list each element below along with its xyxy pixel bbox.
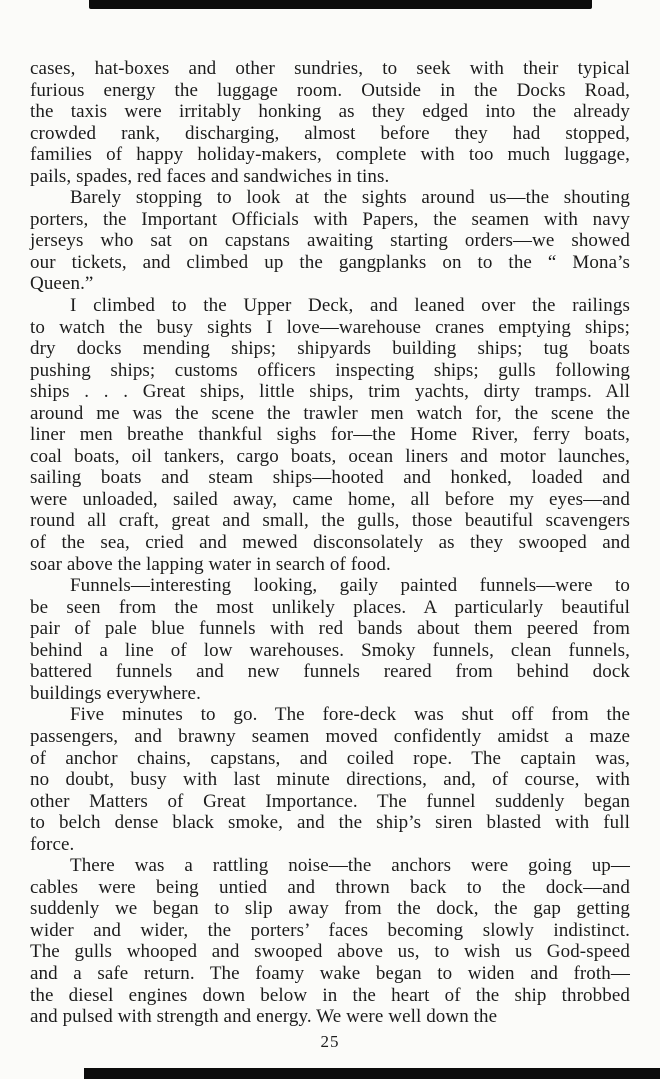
text-line: furious energy the luggage room. Outside in the Docks Road, — [30, 79, 630, 101]
scan-artifact-top-bar — [89, 0, 592, 9]
paragraph — [30, 187, 630, 295]
text-line: dry docks mending ships; shipyards building ships; tug boats — [30, 338, 630, 360]
text-line: soar above the lapping water in search of food. — [30, 553, 391, 575]
text-line: passengers, and brawny seamen moved confidently amidst a maze — [30, 725, 630, 747]
text-line: liner men breathe thankful sighs for—the Home River, ferry boats, — [30, 424, 630, 446]
text-line: I climbed to the Upper Deck, and leaned over the railings — [70, 295, 630, 317]
text-line: to watch the busy sights I love—warehouse cranes emptying ships; — [30, 316, 630, 338]
text-line: wider and wider, the porters’ faces becoming slowly indistinct. — [30, 919, 630, 941]
text-line: crowded rank, discharging, almost before they had stopped, — [30, 122, 630, 144]
paragraph — [30, 855, 630, 1027]
text-line: battered funnels and new funnels reared from behind dock — [30, 661, 630, 683]
text-line: jerseys who sat on capstans awaiting starting orders—we showed — [30, 230, 630, 252]
text-line: Five minutes to go. The fore-deck was shut off from the — [70, 704, 630, 726]
text-line: the diesel engines down below in the heart of the ship throbbed — [30, 984, 630, 1006]
text-line: our tickets, and climbed up the gangplanks on to the “ Mona’s — [30, 251, 630, 273]
text-line: There was a rattling noise—the anchors were going up— — [70, 855, 630, 877]
text-line: of the sea, cried and mewed disconsolately as they swooped and — [30, 532, 630, 554]
text-line: cases, hat-boxes and other sundries, to seek with their typical — [30, 58, 630, 79]
text-line: around me was the scene the trawler men watch for, the scene the — [30, 402, 630, 424]
text-line: other Matters of Great Importance. The funnel suddenly began — [30, 790, 630, 812]
text-line: cables were being untied and thrown back to the dock—and — [30, 876, 630, 898]
text-line: porters, the Important Officials with Papers, the seamen with navy — [30, 208, 630, 230]
paragraph — [30, 295, 630, 575]
text-line: and pulsed with strength and energy. We were well down the — [30, 1006, 498, 1028]
text-line: round all craft, great and small, the gulls, those beautiful scavengers — [30, 510, 630, 532]
page-number: 25 — [320, 1032, 340, 1051]
text-line: Barely stopping to look at the sights around us—the shouting — [70, 187, 630, 209]
text-line: Funnels—interesting looking, gaily painted funnels—were to — [70, 575, 630, 597]
text-line: be seen from the most unlikely places. A particularly beautiful — [30, 596, 630, 618]
paragraph — [30, 704, 630, 855]
text-line: families of happy holiday-makers, complete with too much luggage, — [30, 144, 630, 166]
text-line: buildings everywhere. — [30, 682, 201, 704]
text-line: sailing boats and steam ships—hooted and honked, loaded and — [30, 467, 630, 489]
page-text — [30, 58, 630, 1028]
text-line: pushing ships; customs officers inspecting ships; gulls following — [30, 359, 630, 381]
paragraph — [30, 58, 630, 187]
paragraph — [30, 575, 630, 704]
text-line: no doubt, busy with last minute directions, and, of course, with — [30, 769, 630, 791]
text-line: to belch dense black smoke, and the ship’s siren blasted with full — [30, 812, 630, 834]
text-line: of anchor chains, capstans, and coiled rope. The captain was, — [30, 747, 630, 769]
text-line: and a safe return. The foamy wake began to widen and froth— — [30, 962, 630, 984]
text-line: suddenly we began to slip away from the dock, the gap getting — [30, 898, 630, 920]
text-line: Queen.” — [30, 273, 94, 295]
text-line: pails, spades, red faces and sandwiches in tins. — [30, 165, 390, 187]
text-line: ships . . . Great ships, little ships, trim yachts, dirty tramps. All — [30, 381, 630, 403]
text-line: behind a line of low warehouses. Smoky funnels, clean funnels, — [30, 639, 630, 661]
text-line: force. — [30, 833, 75, 855]
text-line: the taxis were irritably honking as they edged into the already — [30, 101, 630, 123]
text-line: pair of pale blue funnels with red bands about them peered from — [30, 618, 630, 640]
scan-artifact-bottom-bar — [84, 1068, 660, 1079]
text-line: The gulls whooped and swooped above us, to wish us God-speed — [30, 941, 630, 963]
text-line: were unloaded, sailed away, came home, all before my eyes—and — [30, 488, 630, 510]
text-line: coal boats, oil tankers, cargo boats, ocean liners and motor launches, — [30, 445, 630, 467]
